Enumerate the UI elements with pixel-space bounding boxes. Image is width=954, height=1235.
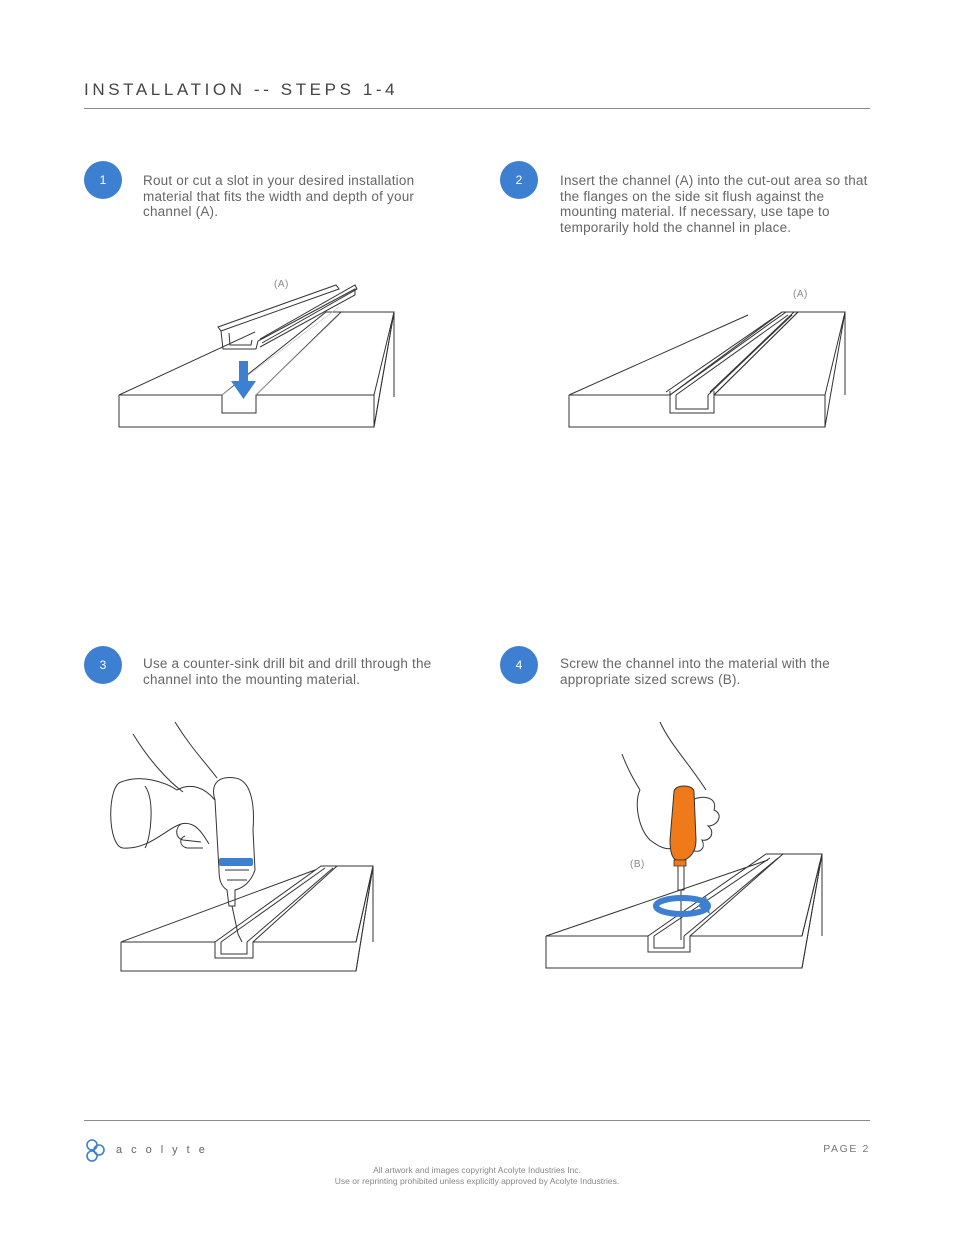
drill-band	[219, 858, 253, 866]
brand-logo	[84, 1137, 214, 1163]
acolyte-logo-icon	[84, 1137, 108, 1163]
brand-name: acolyte	[116, 1144, 214, 1156]
step-3-illustration	[105, 720, 385, 980]
footer-rule	[84, 1120, 870, 1121]
screwdriver-icon	[670, 786, 696, 860]
copyright-line-2: Use or reprinting prohibited unless explicitly approved by Acolyte Industries.	[334, 1176, 620, 1186]
step-3-badge: 3	[84, 646, 122, 684]
step-4-badge: 4	[500, 646, 538, 684]
step-1-badge: 1	[84, 161, 122, 199]
step-1-label: (A)	[274, 279, 289, 290]
step-1-illustration	[110, 275, 410, 435]
page-title: INSTALLATION -- STEPS 1-4	[84, 80, 399, 99]
step-2-label: (A)	[793, 289, 808, 300]
copyright-line-1: All artwork and images copyright Acolyte Industries Inc.	[373, 1165, 581, 1175]
step-1-text: Rout or cut a slot in your desired installation material that fits the width and depth of your channel (A).	[143, 173, 415, 219]
step-4-text: Screw the channel into the material with the appropriate sized screws (B).	[560, 656, 830, 687]
step-4-label: (B)	[630, 859, 645, 870]
step-2-text: Insert the channel (A) into the cut-out area so that the flanges on the side sit flush against the mounting material. If necessary, use tape to temporarily hold the channel in place.	[560, 173, 868, 235]
step-2-illustration	[560, 285, 860, 435]
page-number: PAGE 2	[823, 1143, 870, 1155]
step-2-badge: 2	[500, 161, 538, 199]
down-arrow-icon	[231, 361, 256, 399]
header-rule	[84, 108, 870, 109]
step-3-text: Use a counter-sink drill bit and drill through the channel into the mounting material.	[143, 656, 432, 687]
step-4-illustration	[538, 720, 838, 980]
